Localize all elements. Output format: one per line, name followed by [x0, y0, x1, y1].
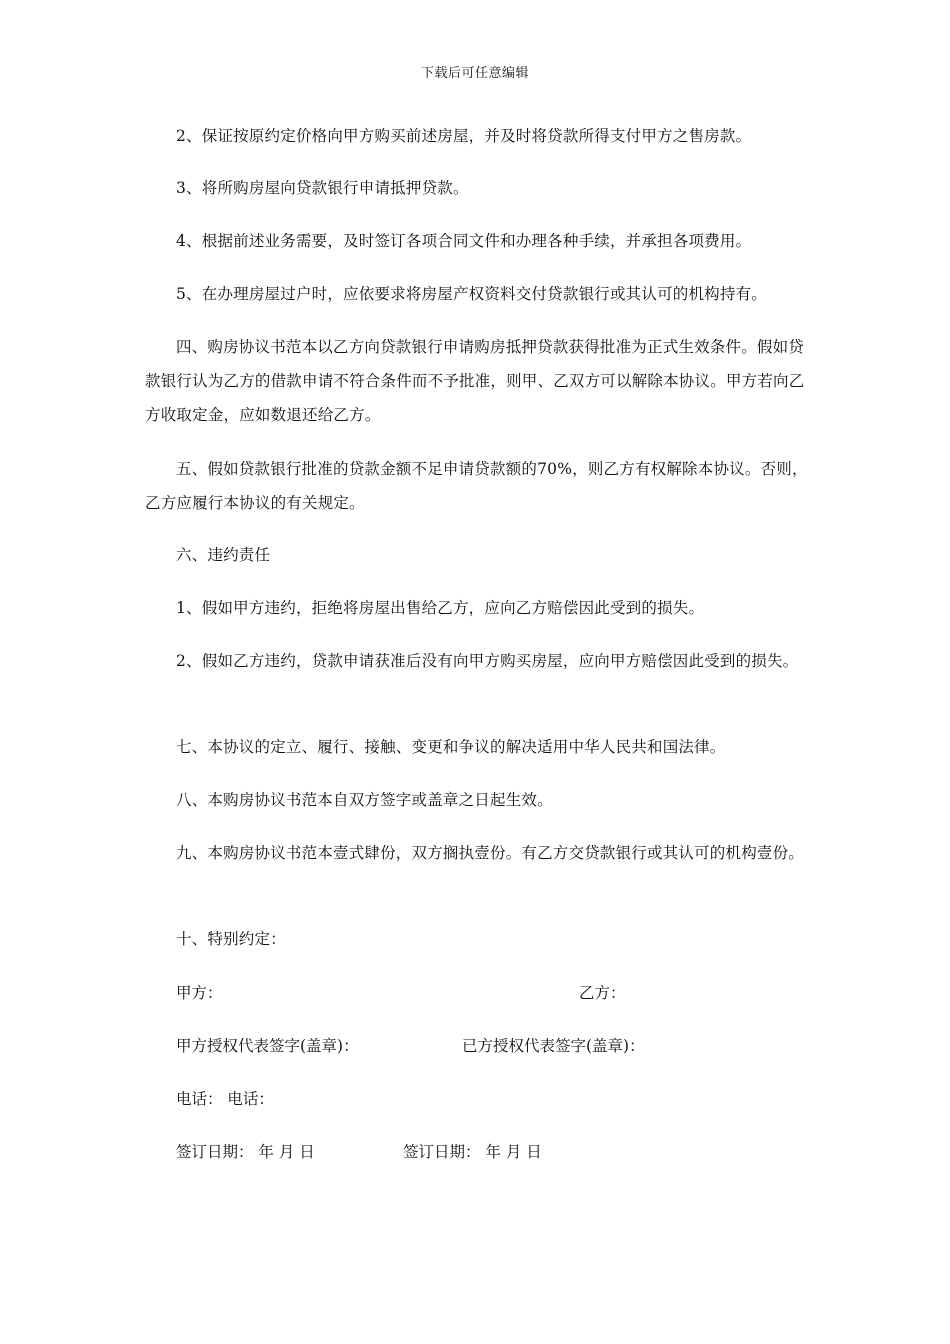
clause-paragraph: 4、根据前述业务需要，及时签订各项合同文件和办理各种手续，并承担各项费用。	[176, 232, 752, 250]
clause-paragraph: 5、在办理房屋过户时，应依要求将房屋产权资料交付贷款银行或其认可的机构持有。	[176, 285, 767, 303]
party-a-label: 甲方：	[176, 984, 223, 1002]
clause-paragraph: 七、本协议的定立、履行、接触、变更和争议的解决适用中华人民共和国法律。	[176, 738, 726, 756]
clause-paragraph: 五、假如贷款银行批准的贷款金额不足申请贷款额的70%，则乙方有权解除本协议。否则，乙方应履行本协议的有关规定。	[145, 460, 808, 512]
clause-paragraph: 2、保证按原约定价格向甲方购买前述房屋，并及时将贷款所得支付甲方之售房款。	[176, 127, 752, 145]
section-heading: 十、特别约定：	[176, 930, 286, 948]
signing-date-a: 签订日期： 年 月 日	[176, 1143, 315, 1161]
signing-date-b: 签订日期： 年 月 日	[403, 1143, 542, 1161]
clause-paragraph: 四、购房协议书范本以乙方向贷款银行申请购房抵押贷款获得批准为正式生效条件。假如贷款银行认为乙方的借款申请不符合条件而不予批准，则甲、乙双方可以解除本协议。甲方若向乙方收取定金，应如数退还给乙方。	[145, 338, 805, 424]
clause-paragraph: 八、本购房协议书范本自双方签字或盖章之日起生效。	[176, 791, 553, 809]
party-b-representative-signature: 已方授权代表签字(盖章)：	[462, 1037, 645, 1055]
party-b-label: 乙方：	[579, 984, 626, 1002]
phone-line: 电话： 电话：	[176, 1090, 274, 1108]
section-heading: 六、违约责任	[176, 546, 271, 564]
clause-paragraph: 3、将所购房屋向贷款银行申请抵押贷款。	[176, 179, 469, 197]
party-a-representative-signature: 甲方授权代表签字(盖章)：	[176, 1037, 359, 1055]
clause-paragraph: 2、假如乙方违约，贷款申请获准后没有向甲方购买房屋，应向甲方赔偿因此受到的损失。	[176, 652, 799, 670]
clause-paragraph: 九、本购房协议书范本壹式肆份，双方搁执壹份。有乙方交贷款银行或其认可的机构壹份。	[176, 844, 805, 862]
page-header-note: 下载后可任意编辑	[420, 66, 529, 81]
clause-paragraph: 1、假如甲方违约，拒绝将房屋出售给乙方，应向乙方赔偿因此受到的损失。	[176, 599, 705, 617]
